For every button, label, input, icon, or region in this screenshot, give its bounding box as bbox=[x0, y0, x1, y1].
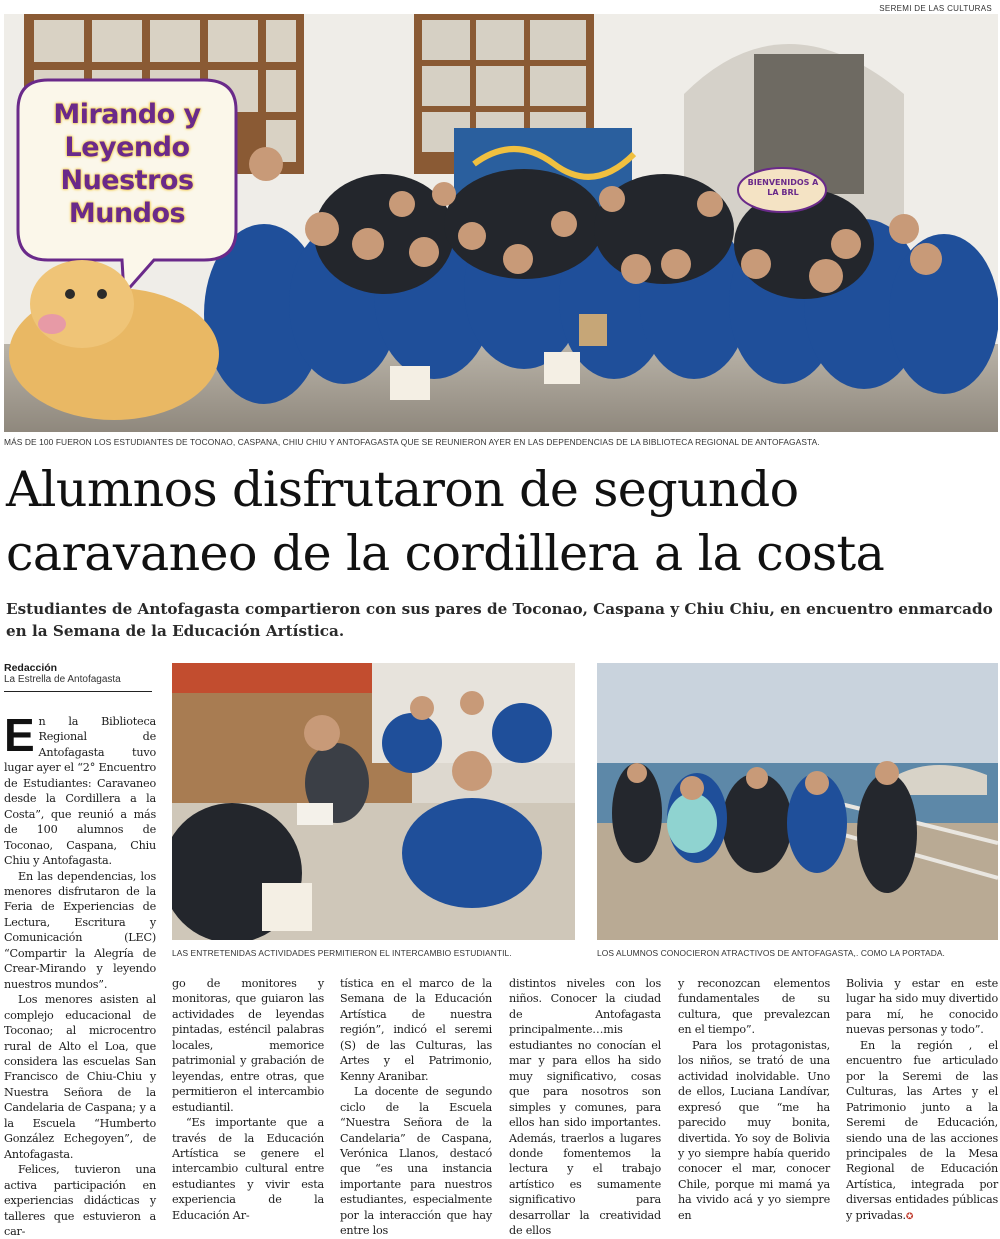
byline-author: Redacción bbox=[4, 662, 58, 674]
paragraph: Los menores asisten al complejo educacional de Toconao; al microcentro rural de Alto el Loa, que considera las escuelas San Francisco de Chiu-Chiu y Nuestra Señora de la Candelaria de Caspana; y a la Escuela “Humberto González Echegoyen”, de Antofagasta. bbox=[4, 993, 156, 1161]
main-photo-caption: MÁS DE 100 FUERON LOS ESTUDIANTES DE TOCONAO, CASPANA, CHIU CHIU Y ANTOFAGASTA QUE SE REUNIERON AYER EN LAS DEPENDENCIAS DE LA BIBLIOTECA REGIONAL DE ANTOFAGASTA. bbox=[4, 437, 820, 447]
article-column-4 bbox=[509, 976, 661, 1239]
article-column-3 bbox=[340, 976, 492, 1239]
byline bbox=[4, 662, 152, 692]
article-column-6 bbox=[846, 976, 998, 1225]
paragraph-text: n la Biblioteca Regional de Antofagasta tuvo lugar ayer el “2° Encuentro de Estudiantes: Caravaneo desde la Cordillera a la Costa”, que reunió a más de 100 alumnos de Toconao, Caspana, Chiu Chiu y Antofagasta. bbox=[4, 715, 156, 868]
article-column-5 bbox=[678, 976, 830, 1223]
coast-photo bbox=[597, 663, 998, 940]
paragraph: y reconozcan elementos fundamentales de su cultura, que prevalezcan en el tiempo”. bbox=[678, 977, 830, 1037]
photo-credit: SEREMI DE LAS CULTURAS bbox=[879, 4, 992, 13]
sign-bienvenidos: BIENVENIDOS A LA BRL bbox=[747, 178, 819, 197]
end-mark-icon: ✪ bbox=[905, 1211, 914, 1222]
sign-mirando-leyendo: Mirando y Leyendo Nuestros Mundos bbox=[53, 99, 201, 229]
activities-photo-caption: LAS ENTRETENIDAS ACTIVIDADES PERMITIERON EL INTERCAMBIO ESTUDIANTIL. bbox=[172, 948, 512, 958]
paragraph: Felices, tuvieron una activa participación en experiencias didácticas y talleres que estuvieron a car- bbox=[4, 1163, 156, 1238]
dropcap: E bbox=[4, 709, 35, 761]
activities-photo-illustration bbox=[172, 663, 575, 940]
paragraph: “Es importante que a través de la Educación Artística se genere el intercambio cultural entre estudiantes y vivir esta experiencia de la Educación Ar- bbox=[172, 1116, 324, 1222]
article-column-1 bbox=[4, 709, 156, 1239]
headline: Alumnos disfrutaron de segundo caravaneo de la cordillera a la costa bbox=[6, 461, 885, 582]
paragraph-text: En la región , el encuentro fue articulado por la Seremi de las Culturas, las Artes y el Patrimonio junto a la Seremi de Educación, siendo una de las acciones principales de la Mesa Regional de Educación Artística, integrada por diversas entidades públicas y privadas. bbox=[846, 1038, 998, 1222]
deck: Estudiantes de Antofagasta compartieron con sus pares de Toconao, Caspana y Chiu Chiu, en encuentro enmarcado en la Semana de la Educación Artística. bbox=[6, 600, 993, 640]
paragraph bbox=[4, 709, 156, 869]
coast-photo-illustration bbox=[597, 663, 998, 940]
paragraph: tística en el marco de la Semana de la Educación Artística de nuestra región”, indicó el seremi (S) de las Culturas, las Artes y el Patrimonio, Kenny Aranibar. bbox=[340, 977, 492, 1083]
article-column-2 bbox=[172, 976, 324, 1223]
paragraph: Para los protagonistas, los niños, se trató de una actividad inolvidable. Uno de ellos, Luciana Landívar, expresó que “me ha parecido muy bonita, divertida. Yo soy de Bolivia y yo siempre había querido conocer el mar, conocer Chile, porque mi mamá ya ha vivido acá y yo siempre en bbox=[678, 1038, 830, 1222]
paragraph bbox=[846, 1038, 998, 1225]
paragraph: Bolivia y estar en este lugar ha sido muy divertido para mí, he conocido nuevas personas y todo”. bbox=[846, 977, 998, 1037]
activities-photo bbox=[172, 663, 575, 940]
byline-publication: La Estrella de Antofagasta bbox=[4, 674, 152, 692]
main-photo bbox=[4, 14, 998, 432]
paragraph: La docente de segundo ciclo de la Escuela “Nuestra Señora de la Candelaria” de Caspana, Verónica Llanos, destacó que “es una instancia importante para nuestros estudiantes, especialmente por la interacción que hay entre los bbox=[340, 1085, 492, 1238]
coast-photo-caption: LOS ALUMNOS CONOCIERON ATRACTIVOS DE ANTOFAGASTA,. COMO LA PORTADA. bbox=[597, 948, 945, 958]
paragraph: distintos niveles con los niños. Conocer la ciudad de Antofagasta principalmente…mis estudiantes no conocían el mar y para ellos ha sido muy significativo, cosas que para nosotros son simples y comunes, para ellos han sido importantes. Además, traerlos a lugares donde fomentemos la lectura y el trabajo artístico es sumamente significativo para desarrollar la creatividad de ellos bbox=[509, 977, 661, 1238]
paragraph: En las dependencias, los menores disfrutaron de la Feria de Experiencias de Lectura, Escritura y Comunicación (LEC) “Compartir la Alegría de Crear-Mirando y leyendo nuestros mundos”. bbox=[4, 869, 156, 991]
paragraph: go de monitores y monitoras, que guiaron las actividades de leyendas pintadas, esténcil palabras locales, memorice patrimonial y grabación de leyendas, entre otras, que permitieron el intercambio estudiantil. bbox=[172, 977, 324, 1114]
